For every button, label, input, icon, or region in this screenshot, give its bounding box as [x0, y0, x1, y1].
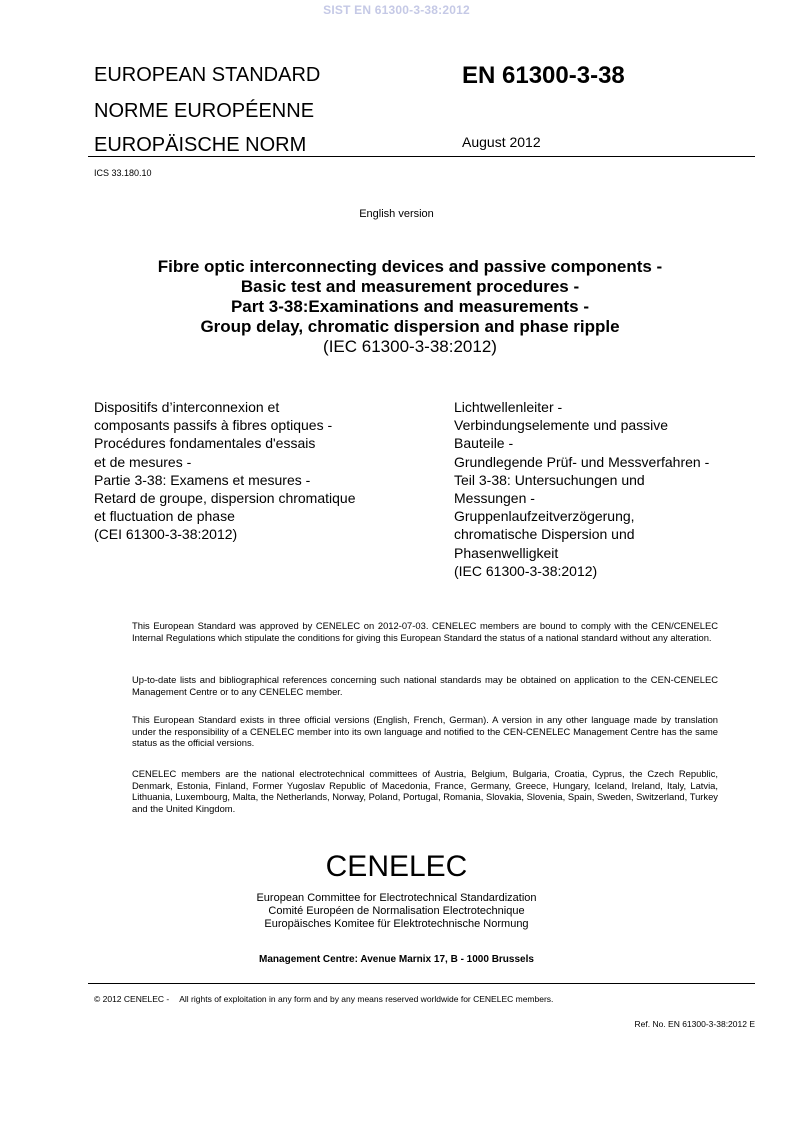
language-version: English version: [359, 208, 434, 220]
copyright-text: © 2012 CENELEC -: [94, 994, 170, 1004]
german-title-line: Bauteile -: [454, 435, 514, 452]
watermark: SIST EN 61300-3-38:2012: [323, 3, 470, 17]
german-title-line: Verbindungselemente und passive: [454, 417, 669, 434]
versions-paragraph: This European Standard exists in three official versions (English, French, German). A version in any other language made by translation under the responsibility of a CENELEC member into its own language and notified to the CEN-CENELEC Management Centre has the same status as the official versions.: [132, 714, 718, 749]
french-title-line: Partie 3-38: Examens et mesures -: [94, 471, 311, 488]
members-paragraph: CENELEC members are the national electrotechnical committees of Austria, Belgium, Bulgaria, Croatia, Cyprus, the Czech Republic, Denmark, Estonia, Finland, Former Yugoslav Republic of Macedonia, France, Germany, Greece, Hungary, Iceland, Ireland, Italy, Latvia, Lithuania, Luxembourg, Malta, the Netherlands, Norway, Poland, Portugal, Romania, Slovakia, Slovenia, Spain, Sweden, Switzerland, Turkey and the United Kingdom.: [132, 768, 718, 815]
title-reference: (IEC 61300-3-38:2012): [323, 337, 497, 356]
document-title: [100, 257, 720, 357]
german-title-line: chromatische Dispersion und: [454, 526, 635, 543]
standard-name-en: EUROPEAN STANDARD: [94, 64, 321, 86]
french-title-line: composants passifs à fibres optiques -: [94, 417, 333, 434]
ics-code: ICS 33.180.10: [94, 168, 152, 178]
german-title: [454, 398, 709, 580]
french-title-line: et de mesures -: [94, 453, 192, 470]
german-title-line: Gruppenlaufzeitverzögerung,: [454, 508, 635, 525]
title-line: Group delay, chromatic dispersion and phase ripple: [200, 317, 620, 336]
german-title-line: (IEC 61300-3-38:2012): [454, 562, 598, 579]
references-paragraph: Up-to-date lists and bibliographical references concerning such national standards may be obtained on application to the CEN-CENELEC Management Centre or to any CENELEC member.: [132, 674, 718, 697]
german-title-line: Phasenwelligkeit: [454, 544, 559, 561]
french-title-line: Retard de groupe, dispersion chromatique: [94, 490, 356, 507]
title-line: Part 3-38:Examinations and measurements -: [230, 297, 590, 316]
header-rule: [88, 156, 755, 157]
committee-name-de: Europäisches Komitee für Elektrotechnische Normung: [264, 918, 529, 930]
organization-name: CENELEC: [325, 850, 468, 883]
french-title-line: Dispositifs d’interconnexion et: [94, 399, 280, 415]
french-title-line: et fluctuation de phase: [94, 508, 235, 525]
title-line: Fibre optic interconnecting devices and passive components -: [157, 257, 663, 276]
footer-rule: [88, 983, 755, 984]
reference-number: Ref. No. EN 61300-3-38:2012 E: [634, 1019, 755, 1029]
german-title-line: Lichtwellenleiter -: [454, 399, 563, 415]
rights-statement: All rights of exploitation in any form and by any means reserved worldwide for CENELEC members.: [179, 994, 554, 1004]
management-centre-address: Management Centre: Avenue Marnix 17, B - 1000 Brussels: [259, 954, 534, 965]
approval-paragraph: This European Standard was approved by CENELEC on 2012-07-03. CENELEC members are bound to comply with the CEN/CENELEC Internal Regulations which stipulate the conditions for giving this European Standard the status of a national standard without any alteration.: [132, 620, 718, 643]
standard-code: EN 61300-3-38: [462, 62, 625, 89]
committee-names: [0, 892, 793, 931]
french-title-line: (CEI 61300-3-38:2012): [94, 526, 238, 543]
german-title-line: Messungen -: [454, 490, 535, 507]
copyright-notice: [94, 994, 553, 1004]
german-title-line: Grundlegende Prüf- und Messverfahren -: [454, 453, 710, 470]
standard-name-de: EUROPÄISCHE NORM: [94, 134, 307, 156]
french-title-line: Procédures fondamentales d'essais: [94, 435, 316, 452]
publication-date: August 2012: [462, 134, 541, 150]
french-title: [94, 398, 356, 544]
committee-name-en: European Committee for Electrotechnical Standardization: [256, 892, 537, 904]
german-title-line: Teil 3-38: Untersuchungen und: [454, 471, 645, 488]
title-line: Basic test and measurement procedures -: [240, 277, 580, 296]
standard-name-fr: NORME EUROPÉENNE: [94, 100, 315, 122]
committee-name-fr: Comité Européen de Normalisation Electrotechnique: [268, 905, 525, 917]
